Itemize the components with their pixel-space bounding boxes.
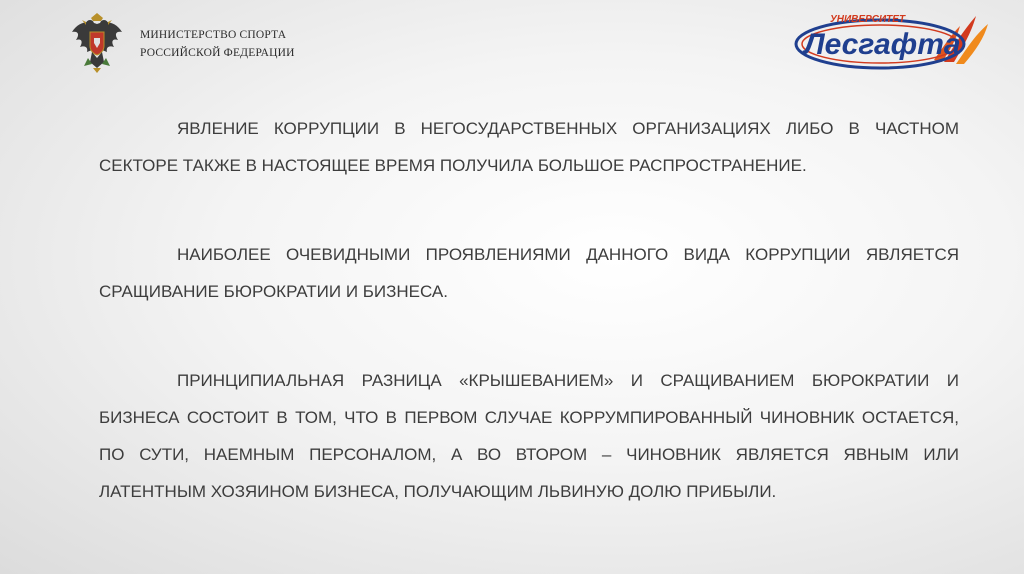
russian-coat-of-arms-icon bbox=[70, 12, 124, 74]
logo-small-text: УНИВЕРСИТЕТ bbox=[830, 14, 906, 25]
ministry-name bbox=[140, 26, 295, 62]
logo-main-text: Лесгафта bbox=[804, 28, 961, 61]
paragraph-3: ПРИНЦИПИАЛЬНАЯ РАЗНИЦА «КРЫШЕВАНИЕМ» И СРАЩИВАНИЕМ БЮРОКРАТИИ И БИЗНЕСА СОСТОИТ В ТОМ, ЧТО В ПЕРВОМ СЛУЧАЕ КОРРУМПИРОВАННЫЙ ЧИНОВНИК ОСТАЕТСЯ, ПО СУТИ, НАЕМНЫМ ПЕРСОНАЛОМ, А ВО ВТОРОМ – ЧИНОВНИК ЯВЛЯЕТСЯ ЯВНЫМ ИЛИ ЛАТЕНТНЫМ ХОЗЯИНОМ БИЗНЕСА, ПОЛУЧАЮЩИМ ЛЬВИНУЮ ДОЛЮ ПРИБЫЛИ. bbox=[99, 371, 959, 501]
ministry-line-2: РОССИЙСКОЙ ФЕДЕРАЦИИ bbox=[140, 47, 295, 59]
paragraph-1: ЯВЛЕНИЕ КОРРУПЦИИ В НЕГОСУДАРСТВЕННЫХ ОРГАНИЗАЦИЯХ ЛИБО В ЧАСТНОМ СЕКТОРЕ ТАКЖЕ В НАСТОЯЩЕЕ ВРЕМЯ ПОЛУЧИЛА БОЛЬШОЕ РАСПРОСТРАНЕНИЕ. bbox=[99, 119, 959, 175]
slide-header bbox=[0, 0, 1024, 90]
lesgaft-university-logo bbox=[794, 6, 990, 72]
ministry-line-1: МИНИСТЕРСТВО СПОРТА bbox=[140, 29, 287, 41]
paragraph-2: НАИБОЛЕЕ ОЧЕВИДНЫМИ ПРОЯВЛЕНИЯМИ ДАННОГО ВИДА КОРРУПЦИИ ЯВЛЯЕТСЯ СРАЩИВАНИЕ БЮРОКРАТИИ И БИЗНЕСА. bbox=[99, 245, 959, 301]
slide-body bbox=[99, 110, 959, 510]
